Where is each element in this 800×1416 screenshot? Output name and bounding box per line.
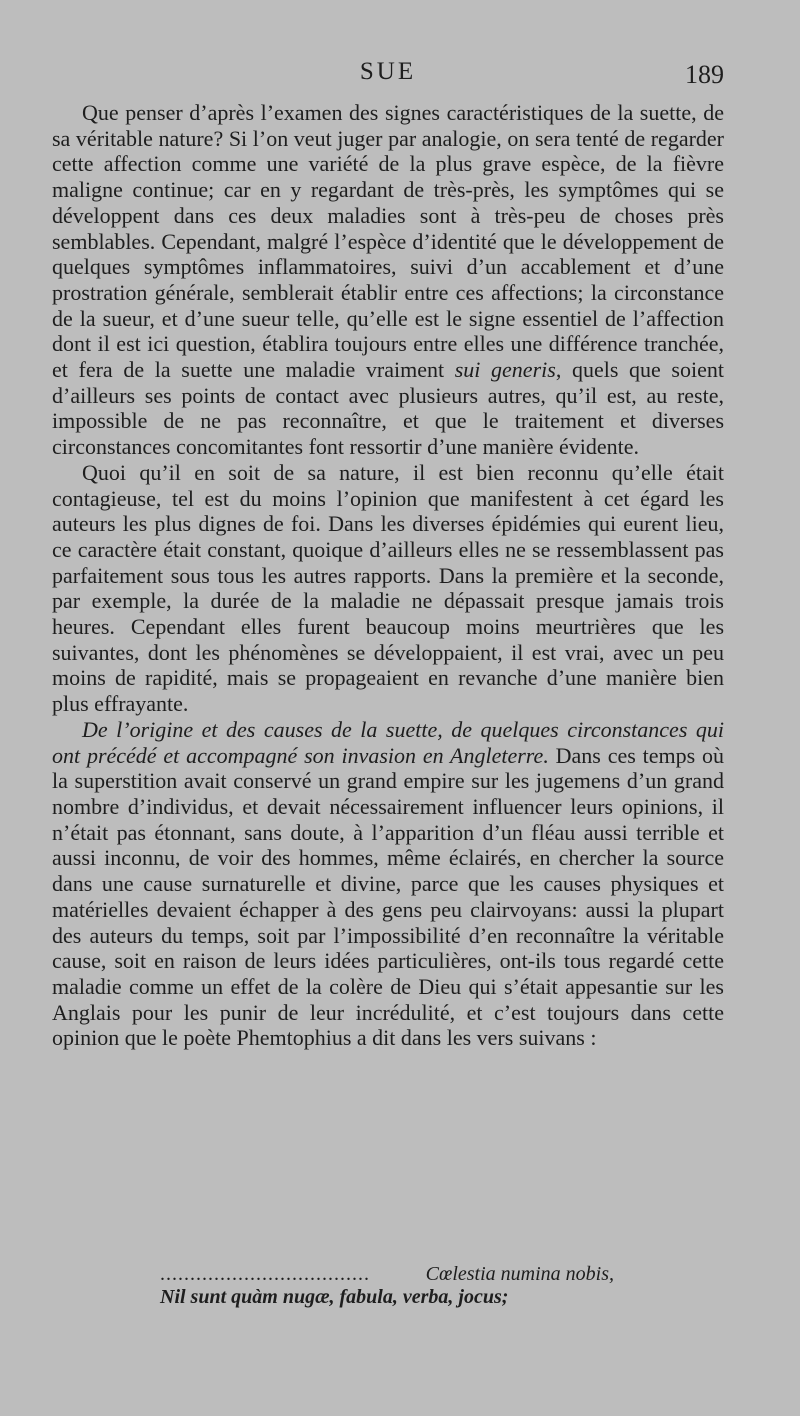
verse-line-2: Nil sunt quàm nugæ, fabula, verba, jocus;: [160, 1286, 509, 1308]
verse-line-1-text: Cœlestia numina nobis,: [425, 1263, 614, 1285]
paragraph-1-text: Que penser d’après l’examen des signes caractéristiques de la suette, de sa véritable nature? Si l’on veut juger par analogie, on sera tenté de regarder cette affection comme une variété de la plus grave espèce, de la fièvre maligne continue; car en y regardant de très-près, les symptômes qui se développent dans ces deux maladies sont à très-peu de choses près semblables. Cependant, malgré l’espèce d’identité que le développement de quelques symptômes inflammatoires, suivi d’un accablement et d’une prostration générale, semblerait établir entre ces affections; la circonstance de la sueur, et d’une sueur telle, qu’elle est le signe essentiel de l’affection dont il est ici question, établira toujours entre elles une différence tranchée, et fera de la suette une maladie vraiment: [52, 100, 724, 383]
paragraph-1-end: , quels que soient d’ailleurs ses points de contact avec plusieurs autres, qu’il est, au reste, impossible de ne pas reconnaître, et que le traitement et diverses circonstances concomitantes font ressortir d’une manière évidente.: [52, 357, 724, 460]
section-heading: De l’origine et des causes de la suette, de quelques circonstances qui ont précédé et accompagné son invasion en Angleterre.: [52, 716, 724, 768]
paragraph-3-text: Dans ces temps où la superstition avait conservé un grand empire sur les jugemens d’un grand nombre d’individus, et devait nécessairement influencer leurs opinions, il n’était pas étonnant, sans doute, à l’apparition d’un fléau aussi terrible et aussi inconnu, de voir des hommes, même éclairés, en chercher la source dans une cause surnaturelle et divine, parce que les causes physiques et matérielles devaient échapper à des gens peu clairvoyans: aussi la plupart des auteurs du temps, soit par l’impossibilité d’en reconnaître la véritable cause, soit en raison de leurs idées particulières, ont-ils tous regardé cette maladie comme un effet de la colère de Dieu qui s’était appesantie sur les Anglais pour les punir de leur incrédulité, et c’est toujours dans cette opinion que le poète Phemtophius a dit dans les vers suivans :: [52, 742, 724, 1051]
paragraph-2: Quoi qu’il en soit de sa nature, il est bien reconnu qu’elle était contagieuse, tel est du moins l’opinion que manifestent à cet égard les auteurs les plus dignes de foi. Dans les diverses épidémies qui eurent lieu, ce caractère était constant, quoique d’ailleurs elles ne se ressemblassent pas parfaitement sous tous les autres rapports. Dans la première et la seconde, par exemple, la durée de la maladie ne dépassait presque jamais trois heures. Cependant elles furent beaucoup moins meurtrières que les suivantes, dont les phénomènes se développaient, il est vrai, avec un peu moins de rapidité, mais se propageaient en revanche d’une manière bien plus effrayante.: [52, 459, 724, 717]
page-number: 189: [685, 60, 724, 89]
paragraph-1: [52, 100, 724, 460]
paragraph-1-italic: sui generis: [454, 357, 556, 383]
running-head: SUE: [359, 58, 417, 85]
verse-leader-dots: ...................................: [160, 1263, 370, 1285]
verse-line-1: [160, 1263, 614, 1286]
verse-quotation: [160, 1263, 614, 1309]
body-text: [52, 100, 724, 1051]
paragraph-3: [52, 717, 724, 1051]
page-header: [52, 58, 724, 92]
